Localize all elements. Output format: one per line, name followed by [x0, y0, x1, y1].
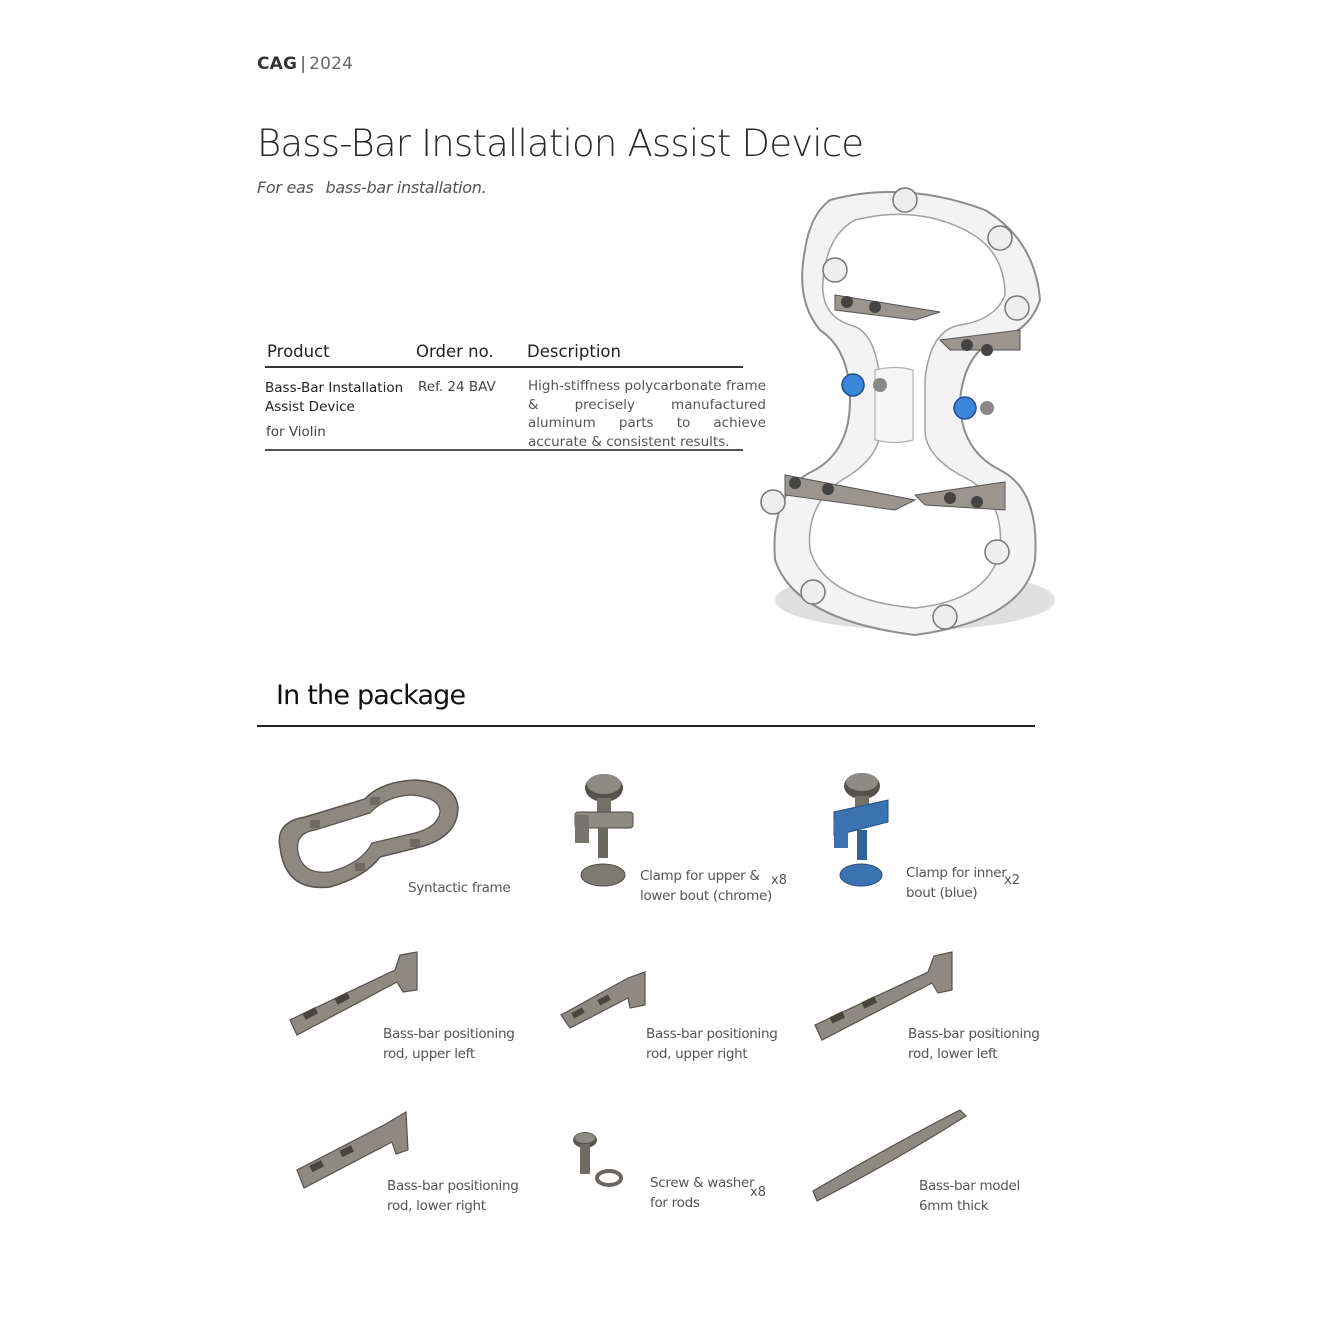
- product-variant: for Violin: [266, 424, 326, 440]
- item-5-line-1: Bass-bar positioning: [646, 1026, 778, 1042]
- item-syntactic-frame-label: [408, 878, 510, 898]
- chrome-clamp-icon: [567, 770, 637, 890]
- item-5-line-2: rod, upper right: [646, 1046, 748, 1062]
- item-8-line-1: Screw & washer: [650, 1175, 755, 1191]
- product-name: [265, 379, 403, 417]
- subtitle-part-2: bass-bar installation.: [325, 178, 487, 197]
- table-bottom-rule: [265, 449, 743, 451]
- item-1-line-1: Syntactic frame: [408, 880, 511, 896]
- header-description: Description: [527, 342, 621, 361]
- item-2-line-2: lower bout (chrome): [640, 888, 772, 904]
- product-table: [265, 342, 766, 452]
- item-4-line-2: rod, upper left: [383, 1046, 475, 1062]
- product-name-line-1: Bass-Bar Installation: [265, 380, 404, 396]
- subtitle-part-1: For eas: [257, 178, 314, 197]
- header-product: Product: [267, 342, 330, 361]
- product-description: High-stiffness polycarbonate frame & precisely manufactured aluminum parts to achieve accurate & consistent results.: [528, 378, 766, 450]
- item-screw-washer-label: [650, 1173, 754, 1213]
- item-rod-upper-left-label: [383, 1024, 515, 1064]
- item-9-line-1: Bass-bar model: [919, 1178, 1020, 1194]
- item-7-line-1: Bass-bar positioning: [387, 1178, 519, 1194]
- item-screw-washer-qty: x8: [750, 1185, 766, 1200]
- item-rod-upper-right-label: [646, 1024, 778, 1064]
- screw-washer-icon: [570, 1130, 626, 1190]
- device-render-icon: [755, 180, 1065, 660]
- brand-separator: |: [300, 54, 307, 74]
- brand-year: 2024: [309, 54, 354, 74]
- item-blue-clamp-label: [906, 863, 1007, 903]
- item-blue-clamp-qty: x2: [1004, 873, 1020, 888]
- item-rod-lower-right-label: [387, 1176, 519, 1216]
- item-chrome-clamp-qty: x8: [771, 873, 787, 888]
- order-number: Ref. 24 BAV: [418, 379, 496, 395]
- package-section-rule: [257, 725, 1035, 727]
- item-4-line-1: Bass-bar positioning: [383, 1026, 515, 1042]
- page-subtitle: [257, 178, 486, 197]
- item-9-line-2: 6mm thick: [919, 1198, 989, 1214]
- blue-clamp-icon: [830, 770, 892, 890]
- item-7-line-2: rod, lower right: [387, 1198, 486, 1214]
- item-3-line-1: Clamp for inner: [906, 865, 1007, 881]
- item-rod-lower-left-label: [908, 1024, 1040, 1064]
- header-order-no: Order no.: [416, 342, 494, 361]
- item-3-line-2: bout (blue): [906, 885, 978, 901]
- brand-header: [257, 54, 353, 74]
- positioning-rod-upper-right-icon: [558, 970, 650, 1032]
- table-header-rule: [265, 366, 743, 368]
- package-section-title: In the package: [276, 680, 466, 711]
- page-title: Bass-Bar Installation Assist Device: [257, 122, 864, 165]
- item-6-line-2: rod, lower left: [908, 1046, 998, 1062]
- product-name-line-2: Assist Device: [265, 399, 355, 415]
- item-2-line-1: Clamp for upper &: [640, 868, 760, 884]
- item-bass-bar-model-label: [919, 1176, 1020, 1216]
- item-chrome-clamp-label: [640, 866, 772, 906]
- item-8-line-2: for rods: [650, 1195, 700, 1211]
- item-6-line-1: Bass-bar positioning: [908, 1026, 1040, 1042]
- brand-name: CAG: [257, 54, 298, 74]
